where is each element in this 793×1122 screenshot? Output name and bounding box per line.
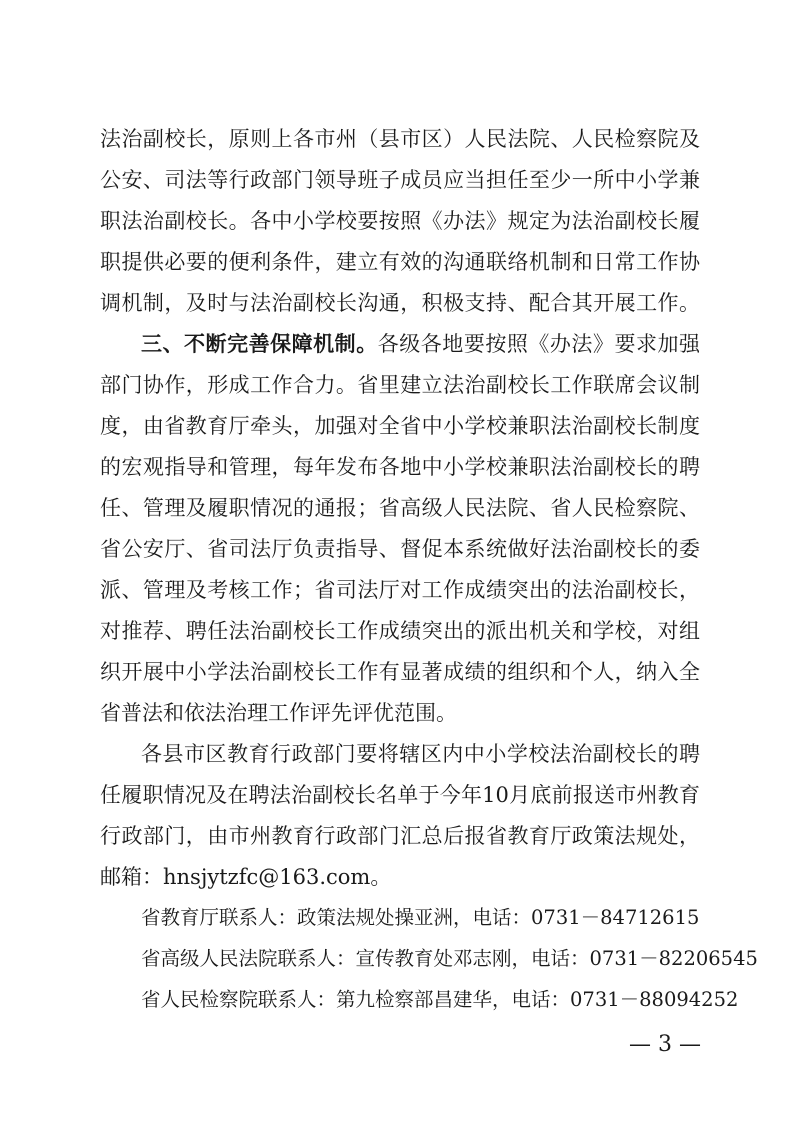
text-line: 调机制，及时与法治副校长沟通，积极支持、配合其开展工作。	[100, 291, 700, 315]
text-span: 各级各地要按照《办法》要求加强	[377, 332, 701, 356]
text-line: 法治副校长，原则上各市州（县市区）人民法院、人民检察院及	[100, 127, 700, 151]
text-line: 的宏观指导和管理，每年发布各地中小学校兼职法治副校长的聘	[100, 455, 700, 479]
text-line: 度，由省教育厅牵头，加强对全省中小学校兼职法治副校长制度	[100, 414, 700, 438]
text-line: 任履职情况及在聘法治副校长名单于今年10月底前报送市州教育	[100, 783, 700, 807]
page-number: — 3 —	[629, 1032, 701, 1057]
text-line	[141, 329, 700, 359]
section-heading: 三、不断完善保障机制。	[141, 332, 378, 356]
contact-procuratorate: 省人民检察院联系人：第九检察部昌建华，电话：0731－88094252	[141, 988, 739, 1011]
text-line: 公安、司法等行政部门领导班子成员应当担任至少一所中小学兼	[100, 168, 700, 192]
text-line: 行政部门，由市州教育行政部门汇总后报省教育厅政策法规处，	[100, 824, 700, 848]
text-line: 职提供必要的便利条件，建立有效的沟通联络机制和日常工作协	[100, 250, 700, 274]
text-line: 各县市区教育行政部门要将辖区内中小学校法治副校长的聘	[141, 742, 700, 766]
contact-high-court: 省高级人民法院联系人：宣传教育处邓志刚，电话：0731－82206545	[141, 947, 758, 970]
email-line: 邮箱：hnsjytzfc@163.com。	[100, 865, 392, 889]
text-line: 任、管理及履职情况的通报；省高级人民法院、省人民检察院、	[100, 496, 700, 520]
text-line: 部门协作，形成工作合力。省里建立法治副校长工作联席会议制	[100, 373, 700, 397]
text-line: 省公安厅、省司法厅负责指导、督促本系统做好法治副校长的委	[100, 537, 700, 561]
text-line: 织开展中小学法治副校长工作有显著成绩的组织和个人，纳入全	[100, 660, 700, 684]
text-line: 派、管理及考核工作；省司法厅对工作成绩突出的法治副校长，	[100, 578, 700, 602]
text-line: 省普法和依法治理工作评先评优范围。	[100, 701, 457, 725]
contact-education-dept: 省教育厅联系人：政策法规处操亚洲，电话：0731－84712615	[141, 906, 700, 929]
text-line: 对推荐、聘任法治副校长工作成绩突出的派出机关和学校，对组	[100, 619, 700, 643]
text-line: 职法治副校长。各中小学校要按照《办法》规定为法治副校长履	[100, 209, 700, 233]
